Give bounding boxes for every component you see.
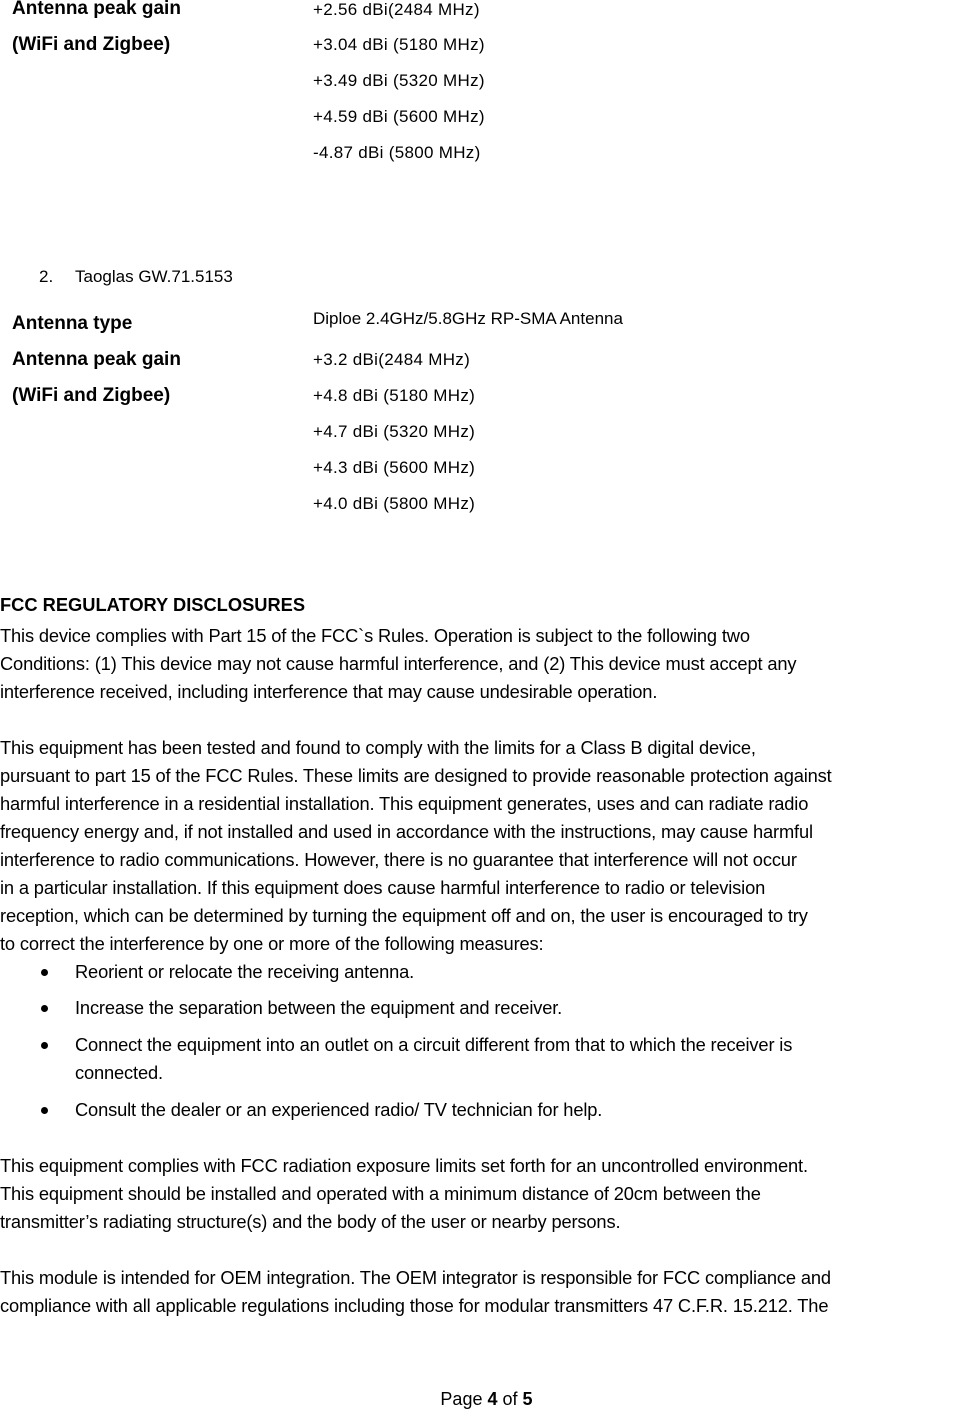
para2-line: in a particular installation. If this equipment does cause harmful interference to radio or television: [0, 877, 766, 898]
para1-line: Conditions: (1) This device may not cause harmful interference, and (2) This device must accept any: [0, 653, 797, 674]
para2-line: This equipment has been tested and found to comply with the limits for a Class B digital device,: [0, 737, 756, 758]
bullet-icon: [41, 1107, 48, 1114]
para3-line: This equipment complies with FCC radiation exposure limits set forth for an uncontrolled environment.: [0, 1155, 808, 1176]
antenna2-type-label: Antenna type: [12, 313, 133, 334]
fcc-paragraph-3: [0, 1152, 973, 1236]
para2-line: frequency energy and, if not installed and used in accordance with the instructions, may cause harmful: [0, 821, 813, 842]
antenna1-gain-5800: -4.87 dBi (5800 MHz): [313, 143, 481, 162]
antenna1-gain-5600: +4.59 dBi (5600 MHz): [313, 107, 485, 126]
antenna2-type-value: Diploe 2.4GHz/5.8GHz RP-SMA Antenna: [313, 309, 623, 328]
of-word: of: [502, 1389, 518, 1409]
fcc-heading: FCC REGULATORY DISCLOSURES: [0, 594, 306, 615]
fcc-paragraph-2: [0, 734, 973, 958]
antenna1-gain-5180: +3.04 dBi (5180 MHz): [313, 35, 485, 54]
fcc-paragraph-1: [0, 622, 973, 706]
para1-line: interference received, including interference that may cause undesirable operation.: [0, 681, 658, 702]
antenna2-gain-sublabel: (WiFi and Zigbee): [12, 385, 171, 406]
para3-line: This equipment should be installed and operated with a minimum distance of 20cm between the: [0, 1183, 761, 1204]
antenna1-gain-2484: +2.56 dBi(2484 MHz): [313, 0, 480, 19]
antenna2-gain-label: Antenna peak gain: [12, 349, 181, 370]
fcc-paragraph-4: [0, 1264, 973, 1320]
antenna2-gain-5800: +4.0 dBi (5800 MHz): [313, 494, 476, 513]
para2-line: pursuant to part 15 of the FCC Rules. These limits are designed to provide reasonable protection against: [0, 765, 832, 786]
total-page-number: 5: [522, 1389, 533, 1409]
para2-line: interference to radio communications. However, there is no guarantee that interference will not occur: [0, 849, 797, 870]
para4-line: This module is intended for OEM integration. The OEM integrator is responsible for FCC compliance and: [0, 1267, 831, 1288]
bullet-icon: [41, 1005, 48, 1012]
antenna1-gain-label: Antenna peak gain: [12, 0, 181, 19]
antenna2-gain-5600: +4.3 dBi (5600 MHz): [313, 458, 476, 477]
para4-line: compliance with all applicable regulations including those for modular transmitters 47 C.F.R. 15.212. The: [0, 1295, 829, 1316]
page-footer: [0, 1389, 973, 1410]
bullet-icon: [41, 969, 48, 976]
para2-line: harmful interference in a residential installation. This equipment generates, uses and can radiate radio: [0, 793, 809, 814]
para3-line: transmitter’s radiating structure(s) and the body of the user or nearby persons.: [0, 1211, 621, 1232]
antenna2-gain-2484: +3.2 dBi(2484 MHz): [313, 350, 471, 369]
antenna2-name: Taoglas GW.71.5153: [75, 267, 233, 286]
current-page-number: 4: [487, 1389, 498, 1409]
bullet-icon: [41, 1042, 48, 1049]
antenna2-gain-5180: +4.8 dBi (5180 MHz): [313, 386, 476, 405]
antenna2-gain-5320: +4.7 dBi (5320 MHz): [313, 422, 476, 441]
para1-line: This device complies with Part 15 of the FCC`s Rules. Operation is subject to the following two: [0, 625, 750, 646]
para2-line: reception, which can be determined by turning the equipment off and on, the user is encouraged to try: [0, 905, 808, 926]
antenna1-gain-sublabel: (WiFi and Zigbee): [12, 34, 171, 55]
page-word: Page: [440, 1389, 483, 1409]
para2-line: to correct the interference by one or more of the following measures:: [0, 933, 544, 954]
antenna2-number: 2.: [39, 267, 54, 286]
antenna1-gain-5320: +3.49 dBi (5320 MHz): [313, 71, 485, 90]
